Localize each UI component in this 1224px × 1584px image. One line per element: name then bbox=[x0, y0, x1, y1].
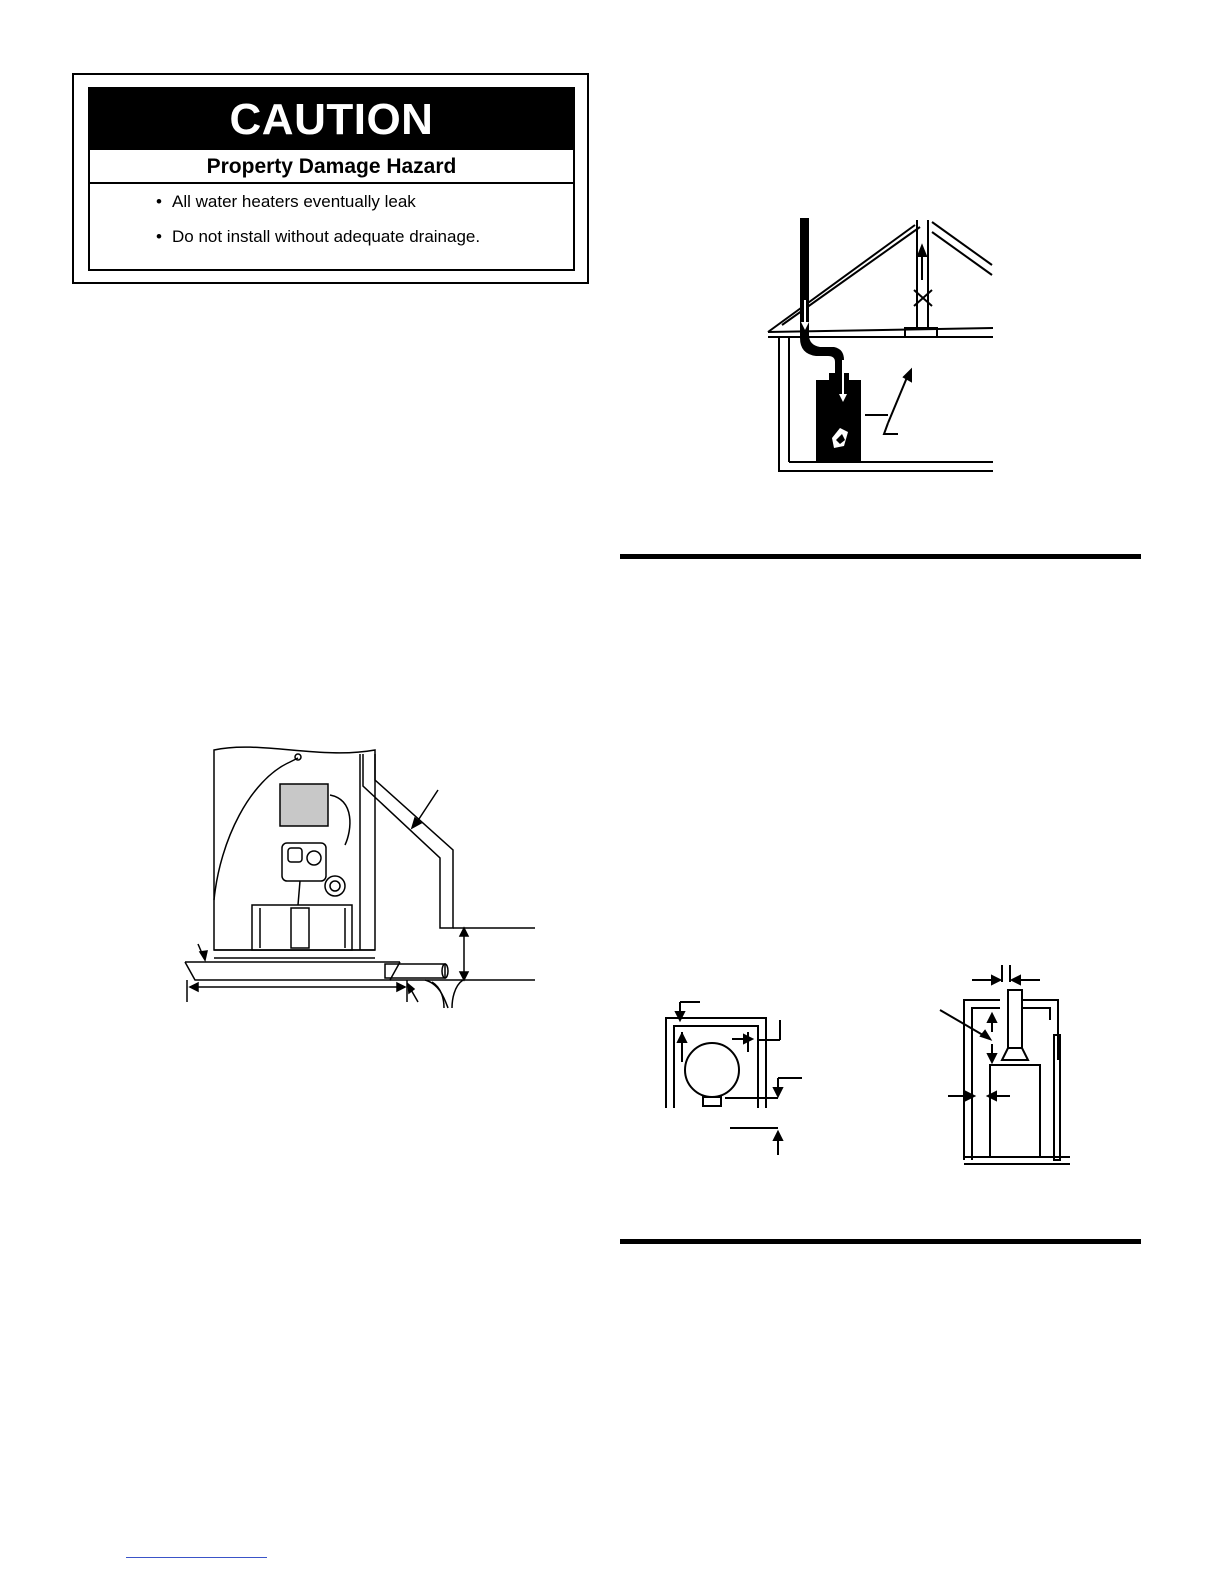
relief-valve-line bbox=[363, 754, 453, 928]
heater-front-view bbox=[990, 1065, 1040, 1157]
caution-title: CAUTION bbox=[90, 89, 573, 150]
attic-vent-diagram bbox=[760, 210, 1000, 480]
caution-item: • All water heaters eventually leak bbox=[156, 184, 573, 219]
caution-label bbox=[72, 73, 589, 284]
control-panel bbox=[280, 784, 328, 826]
section-divider bbox=[620, 554, 1141, 559]
water-heater bbox=[816, 380, 861, 462]
drain-pipe bbox=[385, 964, 445, 978]
caution-subtitle: Property Damage Hazard bbox=[90, 150, 573, 184]
caution-label-inner bbox=[88, 87, 575, 271]
section-divider bbox=[620, 1239, 1141, 1244]
flue-pipe bbox=[800, 218, 844, 378]
heater-top-view bbox=[685, 1043, 739, 1097]
roof-line bbox=[768, 225, 915, 332]
caution-list bbox=[90, 184, 573, 254]
clearance-diagram-top-view bbox=[650, 990, 820, 1160]
clearance-diagram-front-view bbox=[930, 960, 1080, 1170]
drain-pan bbox=[185, 962, 400, 980]
drain-pan-diagram bbox=[180, 740, 540, 1010]
caution-item: • Do not install without adequate drainage. bbox=[156, 219, 573, 254]
footnote-link-underline[interactable] bbox=[126, 1557, 267, 1558]
house-wall bbox=[779, 336, 993, 471]
